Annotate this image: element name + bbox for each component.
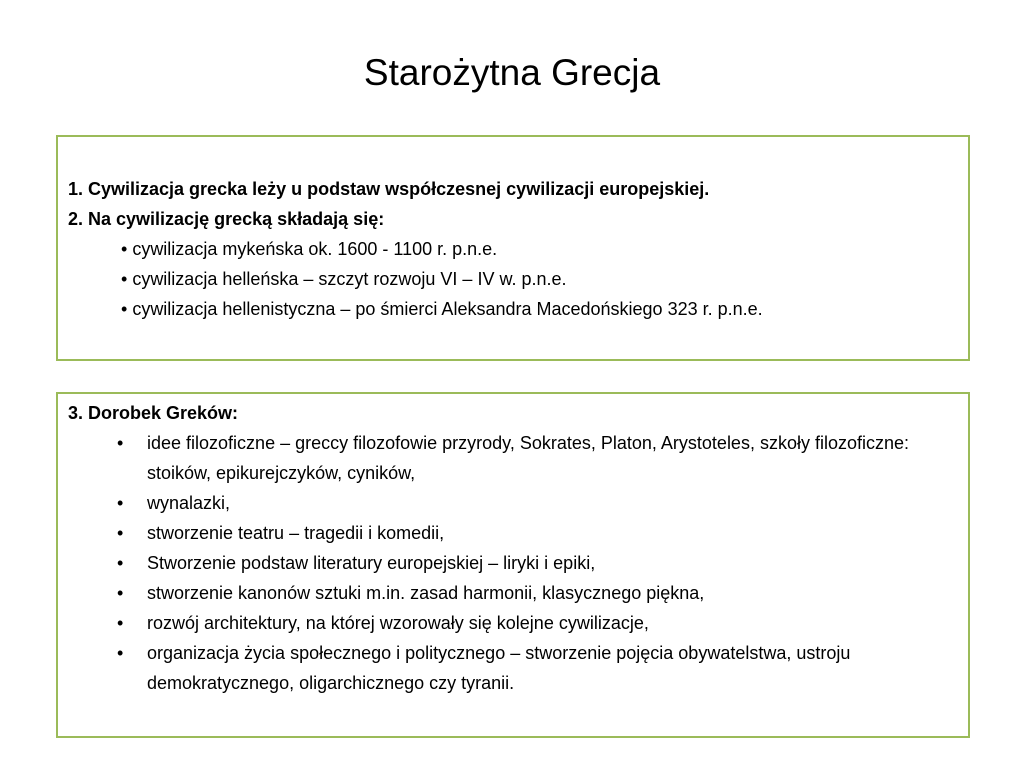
list-item-text: Stworzenie podstaw literatury europejskiej – liryki i epiki,: [147, 553, 596, 573]
list-item-text: idee filozoficzne – greccy filozofowie przyrody, Sokrates, Platon, Arystoteles, szkoły filozoficzne: stoików, epikurejczyków, cyników,: [147, 433, 910, 483]
slide-title: Starożytna Grecja: [363, 52, 661, 93]
point-1: 1. Cywilizacja grecka leży u podstaw współczesnej cywilizacji europejskiej.: [68, 179, 710, 199]
bullet-icon: •: [117, 523, 124, 543]
bullet-icon: •: [121, 299, 128, 319]
list-item-text: stworzenie teatru – tragedii i komedii,: [147, 523, 445, 543]
list-item-text: stworzenie kanonów sztuki m.in. zasad harmonii, klasycznego piękna,: [147, 583, 705, 603]
bullet-icon: •: [121, 269, 128, 289]
list-item: [68, 638, 958, 698]
list-item: [68, 518, 958, 548]
sub-bullet-mycenaean: [68, 234, 958, 264]
bullet-icon: •: [117, 583, 124, 603]
list-item-text: wynalazki,: [147, 493, 231, 513]
list-item: [68, 428, 958, 488]
list-item: [68, 488, 958, 518]
sub-bullet-text: cywilizacja mykeńska ok. 1600 - 1100 r. p.n.e.: [132, 239, 498, 259]
achievements-box: [56, 392, 970, 738]
bullet-icon: •: [117, 433, 124, 453]
list-item-text: organizacja życia społecznego i politycznego – stworzenie pojęcia obywatelstwa, ustroju demokratycznego, oligarchicznego czy tyranii.: [147, 643, 851, 693]
bullet-icon: •: [117, 643, 124, 663]
achievements-heading: 3. Dorobek Greków:: [68, 403, 239, 423]
sub-bullet-text: cywilizacja hellenistyczna – po śmierci Aleksandra Macedońskiego 323 r. p.n.e.: [132, 299, 763, 319]
list-item: [68, 608, 958, 638]
civilization-box: [56, 135, 970, 361]
sub-bullet-hellenistic: [68, 294, 958, 324]
list-item: [68, 548, 958, 578]
list-item: [68, 578, 958, 608]
point-2: 2. Na cywilizację grecką składają się:: [68, 209, 385, 229]
bullet-icon: •: [121, 239, 128, 259]
sub-bullet-text: cywilizacja helleńska – szczyt rozwoju VI – IV w. p.n.e.: [132, 269, 567, 289]
sub-bullet-hellenic: [68, 264, 958, 294]
bullet-icon: •: [117, 613, 124, 633]
list-item-text: rozwój architektury, na której wzorowały się kolejne cywilizacje,: [147, 613, 649, 633]
achievements-content: [68, 398, 958, 698]
bullet-icon: •: [117, 493, 124, 513]
bullet-icon: •: [117, 553, 124, 573]
civilization-content: [68, 174, 958, 324]
